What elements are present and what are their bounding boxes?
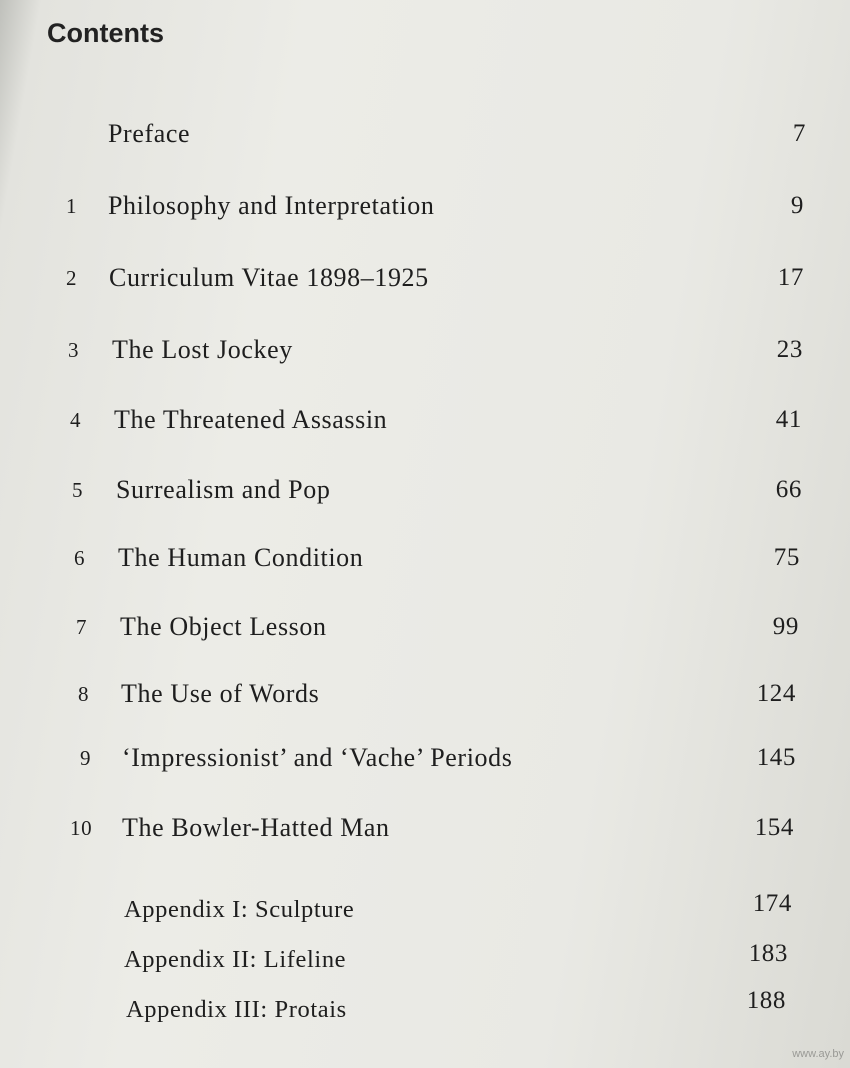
chapter-number: 1 bbox=[66, 194, 78, 218]
page-number: 17 bbox=[777, 264, 804, 291]
chapter-number: 7 bbox=[76, 615, 88, 639]
entry-title: Curriculum Vitae 1898–1925 bbox=[109, 263, 429, 292]
toc-entry-chapter-3 bbox=[68, 330, 818, 370]
page-number: 154 bbox=[754, 814, 794, 841]
page-number: 41 bbox=[775, 406, 802, 433]
entry-title: ‘Impressionist’ and ‘Vache’ Periods bbox=[122, 743, 513, 772]
page-number: 145 bbox=[756, 744, 796, 771]
entry-title: The Use of Words bbox=[121, 679, 320, 708]
chapter-number: 3 bbox=[68, 338, 80, 362]
page-number: 188 bbox=[746, 987, 786, 1014]
page-number: 174 bbox=[752, 890, 792, 917]
page-number: 99 bbox=[772, 613, 799, 640]
page-number: 183 bbox=[748, 940, 788, 967]
page-number: 9 bbox=[790, 192, 804, 219]
entry-title: The Human Condition bbox=[118, 543, 364, 572]
toc-entry-chapter-7 bbox=[76, 607, 826, 647]
contents-heading: Contents bbox=[47, 18, 164, 48]
toc-entry-chapter-8 bbox=[78, 674, 828, 714]
entry-title: The Threatened Assassin bbox=[114, 405, 388, 434]
toc-entry-appendix-2 bbox=[82, 940, 832, 980]
page-number: 124 bbox=[756, 680, 796, 707]
page-number: 66 bbox=[775, 476, 802, 503]
chapter-number: 5 bbox=[72, 478, 84, 502]
toc-entry-chapter-5 bbox=[72, 470, 822, 510]
entry-title: The Object Lesson bbox=[120, 612, 327, 641]
chapter-number: 4 bbox=[70, 408, 82, 432]
toc-entry-preface bbox=[66, 114, 816, 154]
entry-title: The Bowler-Hatted Man bbox=[122, 813, 390, 842]
toc-entry-chapter-6 bbox=[74, 538, 824, 578]
toc-entry-appendix-1 bbox=[82, 890, 832, 930]
toc-entry-appendix-3 bbox=[84, 987, 834, 1030]
entry-title: Appendix I: Sculpture bbox=[124, 896, 355, 923]
toc-entry-chapter-9 bbox=[80, 738, 830, 778]
entry-title: Appendix II: Lifeline bbox=[124, 946, 347, 973]
chapter-number: 2 bbox=[66, 266, 78, 290]
chapter-number: 6 bbox=[74, 546, 86, 570]
toc-entry-chapter-4 bbox=[70, 400, 820, 440]
site-watermark: www.ay.by bbox=[792, 1048, 844, 1060]
page-number: 75 bbox=[773, 544, 800, 571]
toc-entry-chapter-2 bbox=[66, 258, 816, 298]
page-number: 7 bbox=[792, 120, 806, 147]
page-number: 23 bbox=[776, 336, 803, 363]
entry-title: Appendix III: Protais bbox=[126, 996, 347, 1023]
toc-entry-chapter-10 bbox=[70, 808, 820, 848]
entry-title: Preface bbox=[108, 119, 191, 148]
chapter-number: 8 bbox=[78, 682, 90, 706]
chapter-number: 10 bbox=[70, 816, 93, 840]
entry-title: The Lost Jockey bbox=[112, 335, 293, 364]
entry-title: Philosophy and Interpretation bbox=[108, 191, 435, 220]
entry-title: Surrealism and Pop bbox=[116, 475, 331, 504]
toc-entry-chapter-1 bbox=[66, 186, 816, 226]
chapter-number: 9 bbox=[80, 746, 92, 770]
